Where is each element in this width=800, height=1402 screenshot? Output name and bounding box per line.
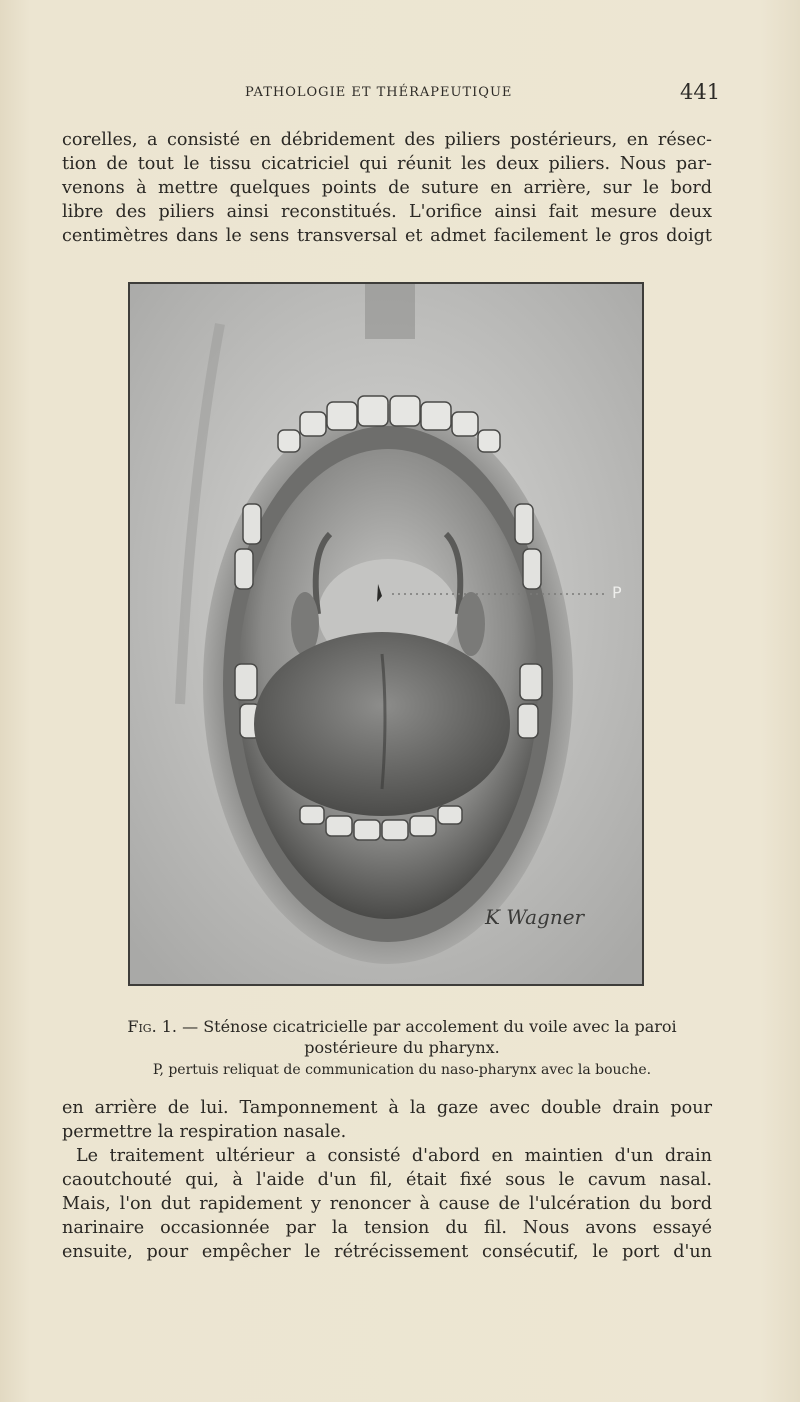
label-p: P <box>612 583 622 602</box>
bottom-paragraph <box>62 1096 712 1264</box>
text-line: venons à mettre quelques points de suture en arrière, sur le bord <box>62 178 712 198</box>
figure-label: Fig. 1. <box>127 1017 178 1036</box>
text-line: Le traitement ultérieur a consisté d'abord en maintien d'un drain <box>76 1146 712 1166</box>
text-line: ensuite, pour empêcher le rétrécissement consécutif, le port d'un <box>62 1242 712 1262</box>
text-line: narinaire occasionnée par la tension du fil. Nous avons essayé <box>62 1218 712 1238</box>
artist-signature: K Wagner <box>485 905 585 929</box>
figure-caption <box>62 1016 742 1058</box>
running-head: PATHOLOGIE ET THÉRAPEUTIQUE <box>245 85 513 100</box>
text-line: permettre la respiration nasale. <box>62 1122 347 1142</box>
caption-line-1: — Sténose cicatricielle par accolement du voile avec la paroi <box>182 1017 677 1036</box>
text-line: tion de tout le tissu cicatriciel qui réunit les deux piliers. Nous par- <box>62 154 712 174</box>
page-number: 441 <box>680 80 721 104</box>
text-line: libre des piliers ainsi reconstitués. L'orifice ainsi fait mesure deux <box>62 202 712 222</box>
figure-legend: P, pertuis reliquat de communication du naso-pharynx avec la bouche. <box>152 1062 652 1078</box>
text-line: en arrière de lui. Tamponnement à la gaze avec double drain pour <box>62 1098 712 1118</box>
caption-line-2: postérieure du pharynx. <box>304 1038 500 1057</box>
top-paragraph <box>62 128 712 248</box>
text-line: caoutchouté qui, à l'aide d'un fil, était fixé sous le cavum nasal. <box>62 1170 712 1190</box>
mouth-illustration <box>130 284 642 984</box>
text-line: corelles, a consisté en débridement des piliers postérieurs, en résec- <box>62 130 712 150</box>
text-line: centimètres dans le sens transversal et admet facilement le gros doigt <box>62 226 712 246</box>
figure-illustration <box>128 282 644 986</box>
text-line: Mais, l'on dut rapidement y renoncer à cause de l'ulcération du bord <box>62 1194 712 1214</box>
